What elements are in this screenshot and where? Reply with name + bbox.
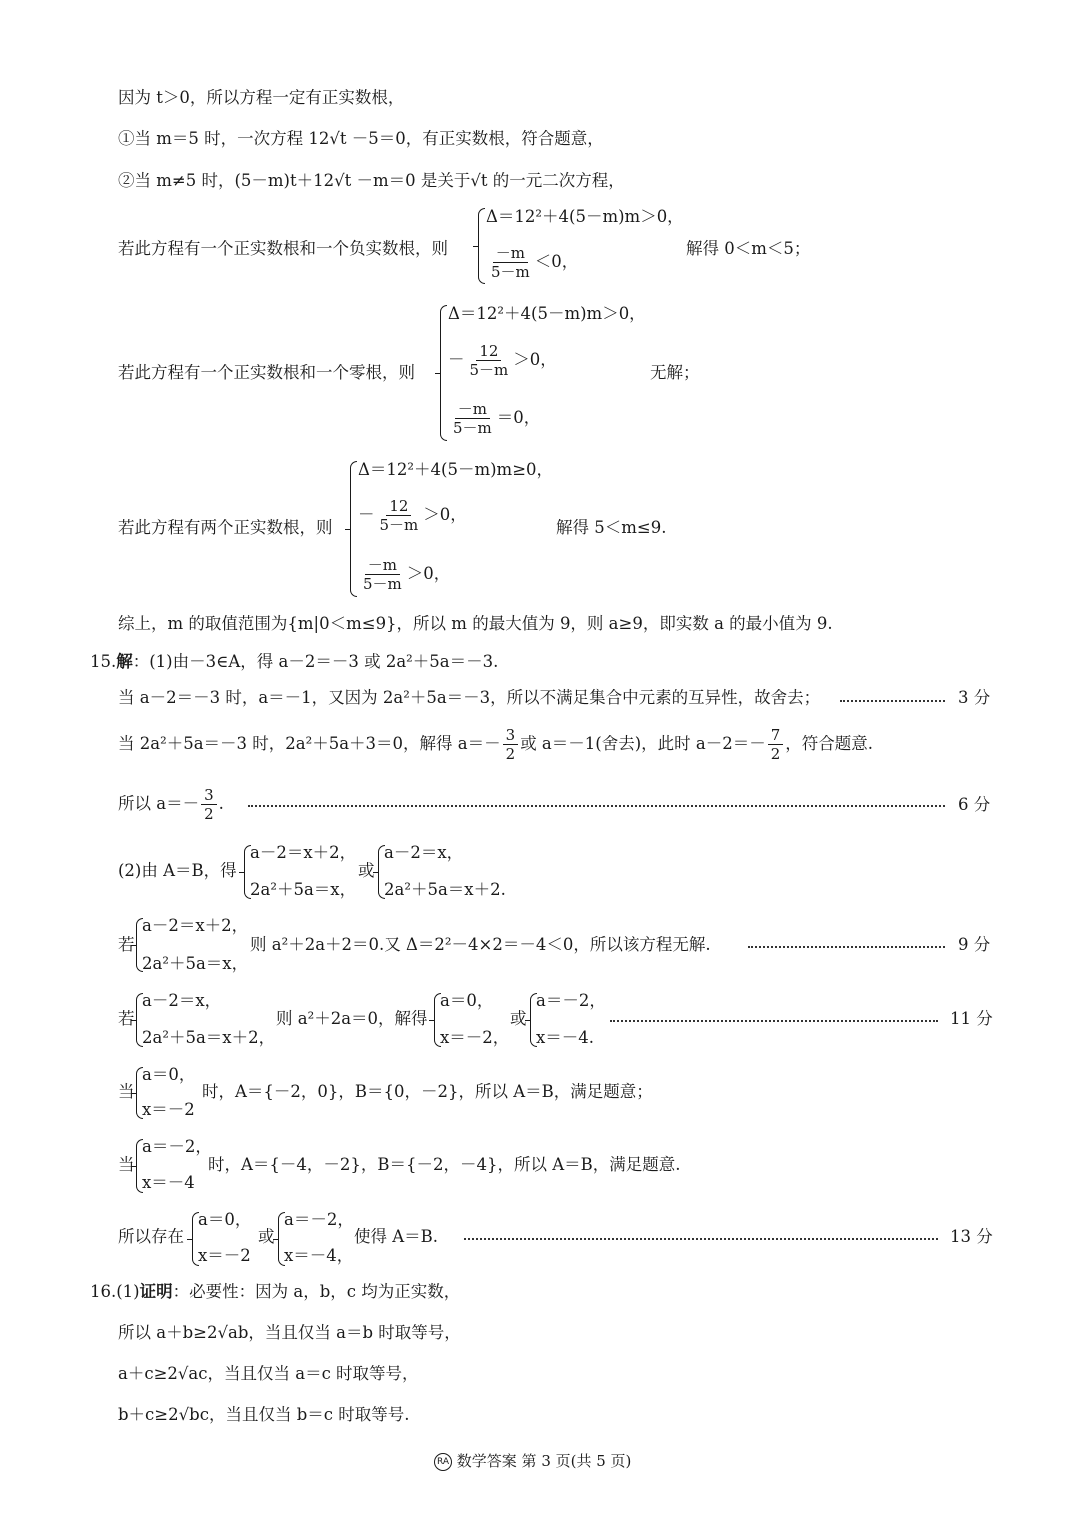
text-line: ②当 m≠5 时，(5－m)t＋12√t －m＝0 是关于√t 的一元二次方程， xyxy=(118,171,625,190)
system-brace xyxy=(478,208,485,284)
system-eq: x＝－4， xyxy=(284,1246,354,1265)
fraction: $\frac{3}{2}$ xyxy=(503,726,519,763)
text-line: 当 a－2＝－3 时，a＝－1，又因为 2a²＋5a＝－3，所以不满足集合中元素的互异性，故舍去； xyxy=(118,688,821,707)
text-line: (2)由 A＝B，得 xyxy=(118,861,237,880)
text-line: b＋c≥2√bc，当且仅当 b＝c 时取等号. xyxy=(118,1405,410,1424)
system-eq: a＝－2， xyxy=(142,1137,212,1156)
system-brace xyxy=(350,461,357,597)
text-line: 当 xyxy=(118,1082,135,1101)
system-eq: $\frac{-m}{5-m}$ ＜0， xyxy=(486,244,578,281)
system-eq: a－2＝x＋2， xyxy=(250,843,357,862)
fraction: $\frac{3}{2}$ xyxy=(201,786,217,823)
system-eq: 2a²＋5a＝x＋2， xyxy=(142,1028,276,1047)
text-line: a＋c≥2√ac，当且仅当 a＝c 时取等号， xyxy=(118,1364,419,1383)
dot-leader xyxy=(840,700,945,702)
system-eq: a＝0， xyxy=(142,1065,196,1084)
system-eq: x＝－2， xyxy=(440,1028,510,1047)
system-eq: 2a²＋5a＝x， xyxy=(142,954,249,973)
fraction: $\frac{-m}{5-m}$ xyxy=(363,556,402,593)
score-mark: 11 分 xyxy=(950,1009,993,1028)
system-eq: $\frac{-m}{5-m}$ ＝0， xyxy=(448,400,540,437)
problem-15-header: 15.解：(1)由－3∈A，得 a－2＝－3 或 2a²＋5a＝－3. xyxy=(90,652,499,671)
fraction: $\frac{-m}{5-m}$ xyxy=(453,400,492,437)
case-result: 解得 0＜m＜5； xyxy=(686,239,811,258)
dot-leader xyxy=(610,1020,938,1022)
system-eq: － $\frac{12}{5-m}$ ＞0， xyxy=(358,497,467,534)
system-eq: x＝－2 xyxy=(198,1246,251,1265)
system-eq: Δ＝12²＋4(5－m)m＞0， xyxy=(486,207,684,226)
system-eq: a－2＝x＋2， xyxy=(142,916,249,935)
score-mark: 6 分 xyxy=(958,795,991,814)
system-eq: $\frac{-m}{5-m}$ ＞0， xyxy=(358,556,450,593)
fraction: $\frac{12}{5-m}$ xyxy=(469,342,509,379)
text-line: 因为 t＞0，所以方程一定有正实数根， xyxy=(118,88,405,107)
text-line: 使得 A＝B. xyxy=(354,1227,439,1246)
text-line: 所以 a＋b≥2√ab，当且仅当 a＝b 时取等号， xyxy=(118,1323,461,1342)
dot-leader xyxy=(748,946,945,948)
system-eq: Δ＝12²＋4(5－m)m≥0， xyxy=(358,460,554,479)
dot-leader xyxy=(464,1238,938,1240)
system-eq: a＝0， xyxy=(440,991,494,1010)
system-eq: x＝－4 xyxy=(142,1173,195,1192)
text-line: ①当 m＝5 时，一次方程 12√t －5＝0，有正实数根，符合题意， xyxy=(118,129,604,148)
text-line: 时，A＝{－2，0}，B＝{0，－2}，所以 A＝B，满足题意； xyxy=(202,1082,653,1101)
text-line: 所以 a＝－ $\frac{3}{2}$ . xyxy=(118,786,224,823)
text-line: 若 xyxy=(118,935,135,954)
text-line: 或 xyxy=(358,861,375,880)
system-eq: 2a²＋5a＝x＋2. xyxy=(384,880,506,899)
text-line: 时，A＝{－4，－2}，B＝{－2，－4}，所以 A＝B，满足题意. xyxy=(208,1155,681,1174)
text-line: 或 xyxy=(510,1009,527,1028)
system-eq: x＝－4. xyxy=(536,1028,595,1047)
page-footer: RA 数学答案 第 3 页(共 5 页) xyxy=(434,1450,631,1472)
text-line: 当 2a²＋5a＝－3 时，2a²＋5a＋3＝0，解得 a＝－ $\frac{3}{2}$ 或 a＝－1(舍去)，此时 a－2＝－ $\frac{7}{2}$ ，符合题意. xyxy=(118,726,874,763)
system-eq: a－2＝x， xyxy=(142,991,222,1010)
score-mark: 9 分 xyxy=(958,935,991,954)
ra-logo-icon: RA xyxy=(434,1453,452,1471)
case-lead: 若此方程有一个正实数根和一个零根，则 xyxy=(118,363,415,382)
case-lead: 若此方程有两个正实数根，则 xyxy=(118,518,333,537)
text-line: 综上，m 的取值范围为{m|0＜m≤9}，所以 m 的最大值为 9，则 a≥9，即实数 a 的最小值为 9. xyxy=(118,614,833,633)
score-mark: 3 分 xyxy=(958,688,991,707)
case-lead: 若此方程有一个正实数根和一个负实数根，则 xyxy=(118,239,448,258)
dot-leader xyxy=(248,805,945,807)
system-eq: x＝－2 xyxy=(142,1100,195,1119)
text-line: 若 xyxy=(118,1009,135,1028)
system-eq: Δ＝12²＋4(5－m)m＞0， xyxy=(448,304,646,323)
system-eq: a＝－2， xyxy=(284,1210,354,1229)
fraction: $\frac{7}{2}$ xyxy=(768,726,784,763)
case-result: 无解； xyxy=(650,363,700,382)
score-mark: 13 分 xyxy=(950,1227,993,1246)
fraction: $\frac{12}{5-m}$ xyxy=(379,497,419,534)
text-line: 或 xyxy=(258,1227,275,1246)
system-eq: － $\frac{12}{5-m}$ ＞0， xyxy=(448,342,557,379)
text-line: 所以存在 xyxy=(118,1227,184,1246)
fraction: $\frac{-m}{5-m}$ xyxy=(491,244,530,281)
system-eq: a＝0， xyxy=(198,1210,252,1229)
text-line: 则 a²＋2a＋2＝0.又 Δ＝2²－4×2＝－4＜0，所以该方程无解. xyxy=(250,935,711,954)
text-line: 则 a²＋2a＝0，解得 xyxy=(276,1009,428,1028)
system-brace xyxy=(440,305,447,441)
system-eq: 2a²＋5a＝x， xyxy=(250,880,357,899)
text-line: 当 xyxy=(118,1155,135,1174)
system-eq: a－2＝x， xyxy=(384,843,464,862)
system-eq: a＝－2， xyxy=(536,991,606,1010)
problem-16-header: 16.(1)证明：必要性：因为 a，b，c 均为正实数， xyxy=(90,1282,461,1301)
case-result: 解得 5＜m≤9. xyxy=(556,518,667,537)
